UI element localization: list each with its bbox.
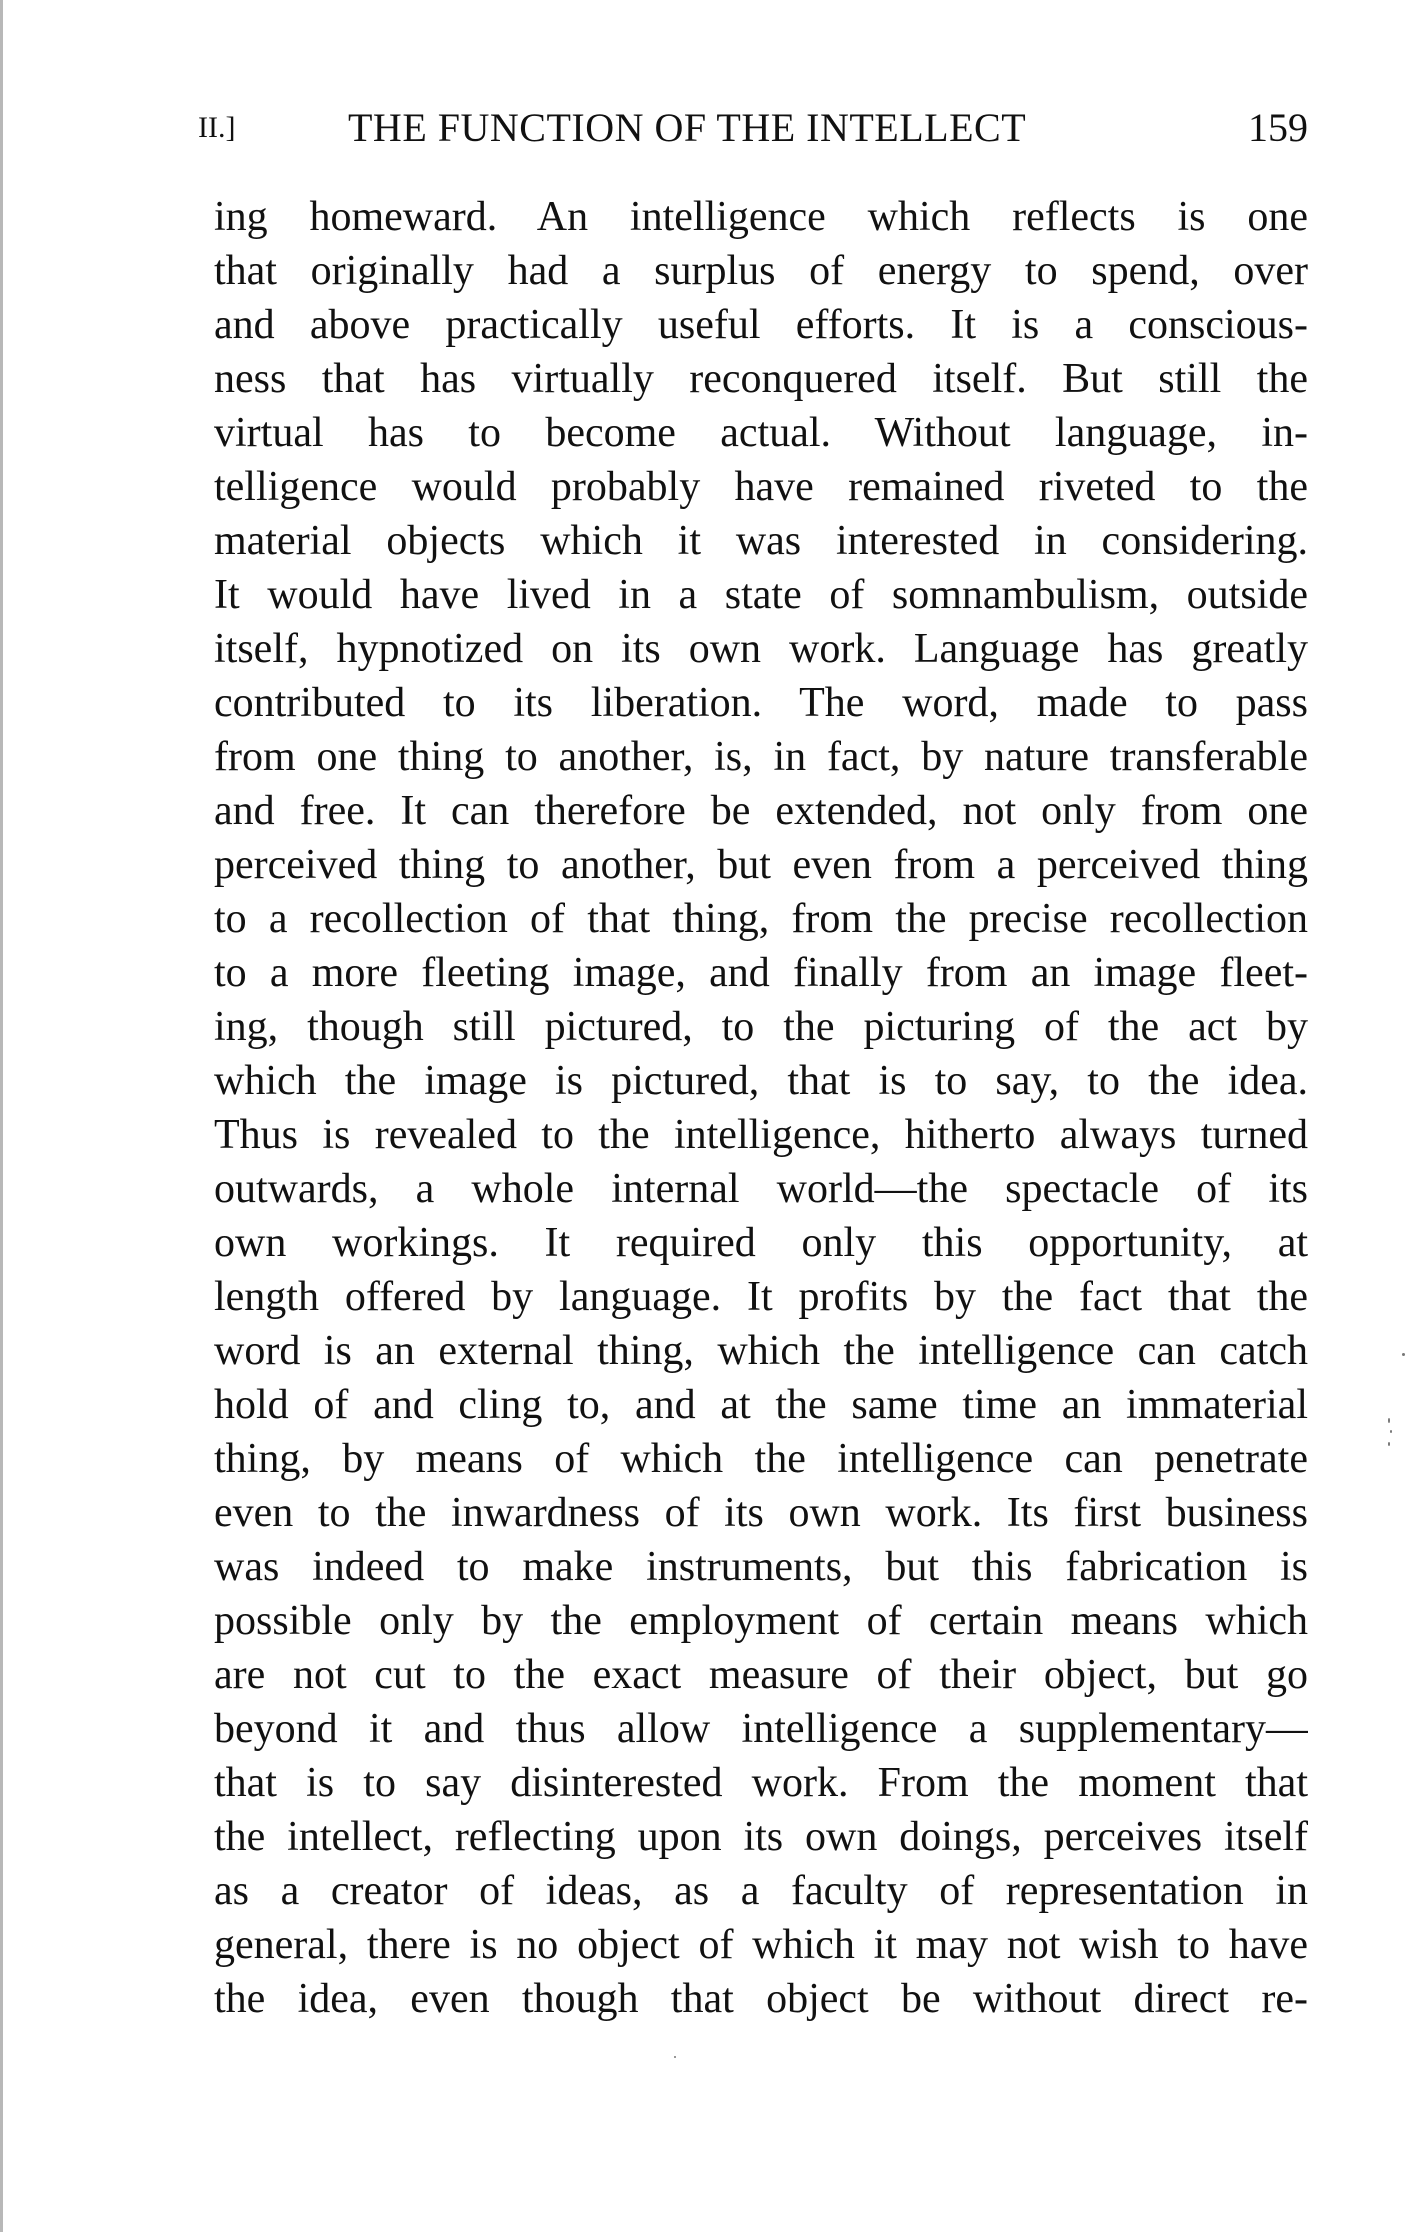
text-line: word is an external thing, which the intelligence can catch bbox=[214, 1328, 1308, 1374]
scan-speck bbox=[1388, 1418, 1390, 1423]
text-line: to a recollection of that thing, from the precise recollection bbox=[214, 896, 1308, 942]
text-line: virtual has to become actual. Without language, in- bbox=[214, 410, 1308, 456]
scan-speck bbox=[674, 2056, 676, 2058]
page-number: 159 bbox=[1248, 105, 1308, 150]
text-line: beyond it and thus allow intelligence a supplementary— bbox=[214, 1706, 1308, 1752]
text-line: are not cut to the exact measure of their object, but go bbox=[214, 1652, 1308, 1698]
chapter-mark: II.] bbox=[198, 111, 236, 144]
text-line: ness that has virtually reconquered itself. But still the bbox=[214, 356, 1308, 402]
text-line: the idea, even though that object be without direct re- bbox=[214, 1976, 1308, 2022]
text-line: general, there is no object of which it may not wish to have bbox=[214, 1922, 1308, 1968]
text-line: Thus is revealed to the intelligence, hitherto always turned bbox=[214, 1112, 1308, 1158]
text-line: that originally had a surplus of energy to spend, over bbox=[214, 248, 1308, 294]
scan-speck bbox=[1402, 1353, 1405, 1356]
text-line: even to the inwardness of its own work. Its first business bbox=[214, 1490, 1308, 1536]
text-line: length offered by language. It profits by the fact that the bbox=[214, 1274, 1308, 1320]
text-line: was indeed to make instruments, but this fabrication is bbox=[214, 1544, 1308, 1590]
body-text bbox=[214, 190, 1308, 2026]
text-line: the intellect, reflecting upon its own doings, perceives itself bbox=[214, 1814, 1308, 1860]
text-line: hold of and cling to, and at the same time an immaterial bbox=[214, 1382, 1308, 1428]
text-line: ing, though still pictured, to the picturing of the act by bbox=[214, 1004, 1308, 1050]
scan-speck bbox=[1388, 1442, 1390, 1446]
text-line: It would have lived in a state of somnambulism, outside bbox=[214, 572, 1308, 618]
text-line: and free. It can therefore be extended, not only from one bbox=[214, 788, 1308, 834]
binding-edge bbox=[0, 0, 3, 2232]
text-line: ing homeward. An intelligence which reflects is one bbox=[214, 194, 1308, 240]
text-line: telligence would probably have remained riveted to the bbox=[214, 464, 1308, 510]
scan-speck bbox=[1390, 1430, 1392, 1433]
text-line: as a creator of ideas, as a faculty of representation in bbox=[214, 1868, 1308, 1914]
text-line: possible only by the employment of certain means which bbox=[214, 1598, 1308, 1644]
text-line: thing, by means of which the intelligence can penetrate bbox=[214, 1436, 1308, 1482]
running-header bbox=[198, 98, 1308, 158]
text-line: and above practically useful efforts. It is a conscious- bbox=[214, 302, 1308, 348]
text-line: itself, hypnotized on its own work. Language has greatly bbox=[214, 626, 1308, 672]
text-line: that is to say disinterested work. From the moment that bbox=[214, 1760, 1308, 1806]
text-line: which the image is pictured, that is to say, to the idea. bbox=[214, 1058, 1308, 1104]
text-line: own workings. It required only this opportunity, at bbox=[214, 1220, 1308, 1266]
text-line: material objects which it was interested in considering. bbox=[214, 518, 1308, 564]
text-line: from one thing to another, is, in fact, by nature transferable bbox=[214, 734, 1308, 780]
running-title: THE FUNCTION OF THE INTELLECT bbox=[348, 105, 1027, 150]
text-line: contributed to its liberation. The word, made to pass bbox=[214, 680, 1308, 726]
text-line: to a more fleeting image, and finally from an image fleet- bbox=[214, 950, 1308, 996]
text-line: perceived thing to another, but even from a perceived thing bbox=[214, 842, 1308, 888]
text-line: outwards, a whole internal world—the spectacle of its bbox=[214, 1166, 1308, 1212]
